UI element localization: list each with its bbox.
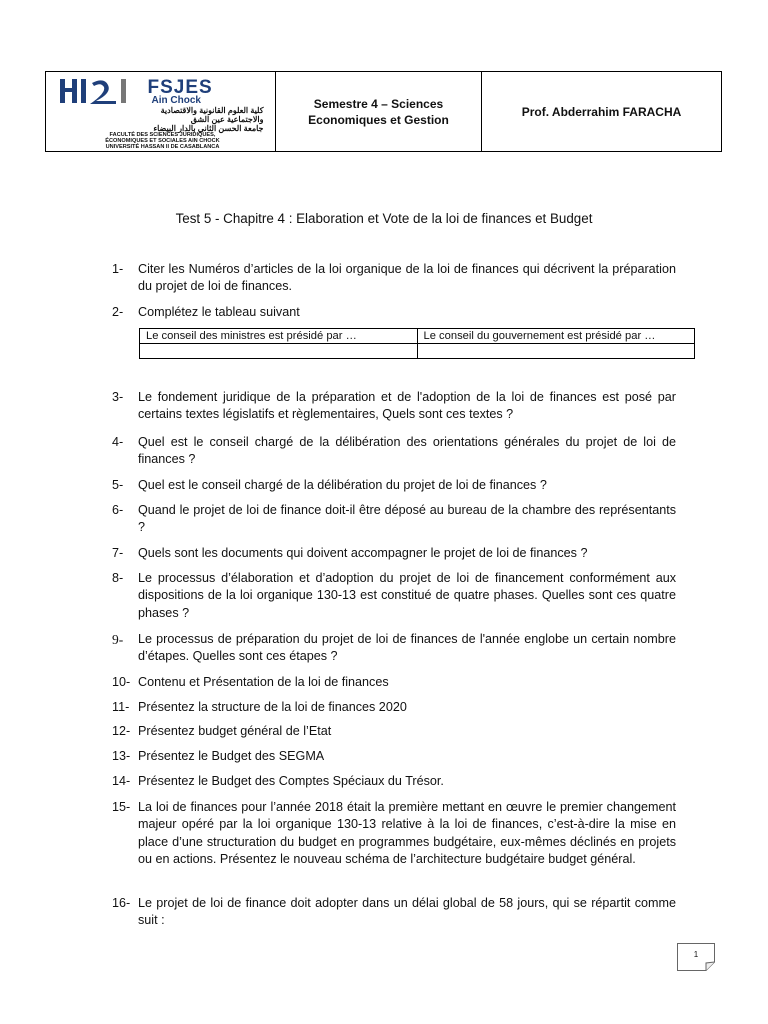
question-10 xyxy=(112,674,676,691)
question-text: Le projet de loi de finance doit adopter dans un délai global de 58 jours, qui se répartit comme suit : xyxy=(138,896,676,928)
question-12 xyxy=(112,723,676,740)
semester-line-2: Economiques et Gestion xyxy=(308,112,449,127)
question-text: Contenu et Présentation de la loi de finances xyxy=(138,675,389,689)
question-text: Le fondement juridique de la préparation et de l'adoption de la loi de finances est posé par certains textes législatifs et règlementaires, Quels sont ces textes ? xyxy=(138,390,676,422)
question-number: 12- xyxy=(112,724,131,738)
logo-subbrand: Ain Chock xyxy=(151,94,201,106)
question-15 xyxy=(112,799,676,868)
table-header-government: Le conseil du gouvernement est présidé par … xyxy=(417,329,695,344)
question-3 xyxy=(112,389,676,424)
question-number: 16- xyxy=(112,896,131,910)
question-text: Présentez le Budget des Comptes Spéciaux du Trésor. xyxy=(138,774,444,788)
question-number: 10- xyxy=(112,675,131,689)
question-9 xyxy=(112,631,676,666)
question-number: 9- xyxy=(112,632,124,647)
page-title: Test 5 - Chapitre 4 : Elaboration et Vote de la loi de finances et Budget xyxy=(175,211,593,226)
question-number: 6- xyxy=(112,503,124,517)
question-text: Quel est le conseil chargé de la délibération des orientations générales du projet de loi de finances ? xyxy=(138,435,676,467)
semester-cell xyxy=(276,72,482,151)
question-text: Quel est le conseil chargé de la délibération du projet de loi de finances ? xyxy=(138,478,547,492)
professor-name: Prof. Abderrahim FARACHA xyxy=(521,104,682,119)
page-number: 1 xyxy=(693,950,699,959)
question-text: Quand le projet de loi de finance doit-il être déposé au bureau de la chambre des représentants ? xyxy=(138,503,676,535)
table-answer-cell[interactable] xyxy=(417,344,695,359)
question-number: 5- xyxy=(112,478,124,492)
question-2 xyxy=(112,304,676,321)
fsjes-logo xyxy=(54,75,268,149)
question-text: Le processus d’élaboration et d’adoption du projet de loi de financement conformément aux dispositions de la loi organique 130-13 est constitué de quatre phases. Quelles sont ces quatre phases ? xyxy=(138,571,676,620)
header-table xyxy=(45,71,722,152)
question-1 xyxy=(112,261,676,296)
table-answer-cell[interactable] xyxy=(140,344,418,359)
question-7 xyxy=(112,545,676,562)
question-number: 2- xyxy=(112,305,124,319)
question-text: Quels sont les documents qui doivent accompagner le projet de loi de finances ? xyxy=(138,546,588,560)
question-number: 13- xyxy=(112,749,131,763)
question-number: 4- xyxy=(112,435,124,449)
professor-cell xyxy=(482,72,721,151)
question-text: Le processus de préparation du projet de loi de finances de l'année englobe un certain nombre d’étapes. Quelles sont ces étapes ? xyxy=(138,632,676,664)
logo-brand: FSJES xyxy=(147,76,213,98)
question-number: 14- xyxy=(112,774,131,788)
question-text: Présentez la structure de la loi de finances 2020 xyxy=(138,700,407,714)
question-4 xyxy=(112,434,676,469)
semester-line-1: Semestre 4 – Sciences xyxy=(313,96,444,111)
question-13 xyxy=(112,748,676,765)
question-8 xyxy=(112,570,676,622)
logo-french-text: FACULTÉ DES SCIENCES JURIDIQUES, ÉCONOMIQUES ET SOCIALES AIN CHOCK UNIVERSITÉ HASSAN II DE CASABLANCA xyxy=(105,131,220,150)
university-emblem-icon xyxy=(58,77,144,105)
logo-cell xyxy=(46,72,276,151)
answer-table xyxy=(139,328,695,359)
question-number: 3- xyxy=(112,390,124,404)
table-header-ministers: Le conseil des ministres est présidé par … xyxy=(140,329,418,344)
question-6 xyxy=(112,502,676,537)
question-5 xyxy=(112,477,676,494)
question-text: Citer les Numéros d’articles de la loi organique de la loi de finances qui décrivent la préparation du projet de loi de finances. xyxy=(138,262,676,294)
question-14 xyxy=(112,773,676,790)
question-number: 7- xyxy=(112,546,124,560)
question-number: 8- xyxy=(112,571,124,585)
question-number: 1- xyxy=(112,262,124,276)
question-text: La loi de finances pour l’année 2018 était la première mettant en œuvre le premier changement majeur opéré par la loi organique 130-13 relative à la loi de finances, c’est-à-dire la mise en place d’une structuration du budget en programmes budgétaire, eux-mêmes déclinés en projets ou en actions. Présentez le nouveau schéma de l’architecture budgétaire budget général. xyxy=(138,800,676,866)
question-text: Présentez le Budget des SEGMA xyxy=(138,749,325,763)
question-number: 11- xyxy=(112,700,130,714)
question-number: 15- xyxy=(112,800,131,814)
page-number-box xyxy=(677,943,715,971)
question-11 xyxy=(112,699,676,716)
logo-arabic-text: كلية العلوم القانونية والاقتصادية والاجتماعية عين الشق جامعة الحسن الثاني بالدار البيضاء xyxy=(153,105,264,133)
question-text: Complétez le tableau suivant xyxy=(138,305,300,319)
question-16 xyxy=(112,895,676,930)
question-text: Présentez budget général de l’Etat xyxy=(138,724,332,738)
